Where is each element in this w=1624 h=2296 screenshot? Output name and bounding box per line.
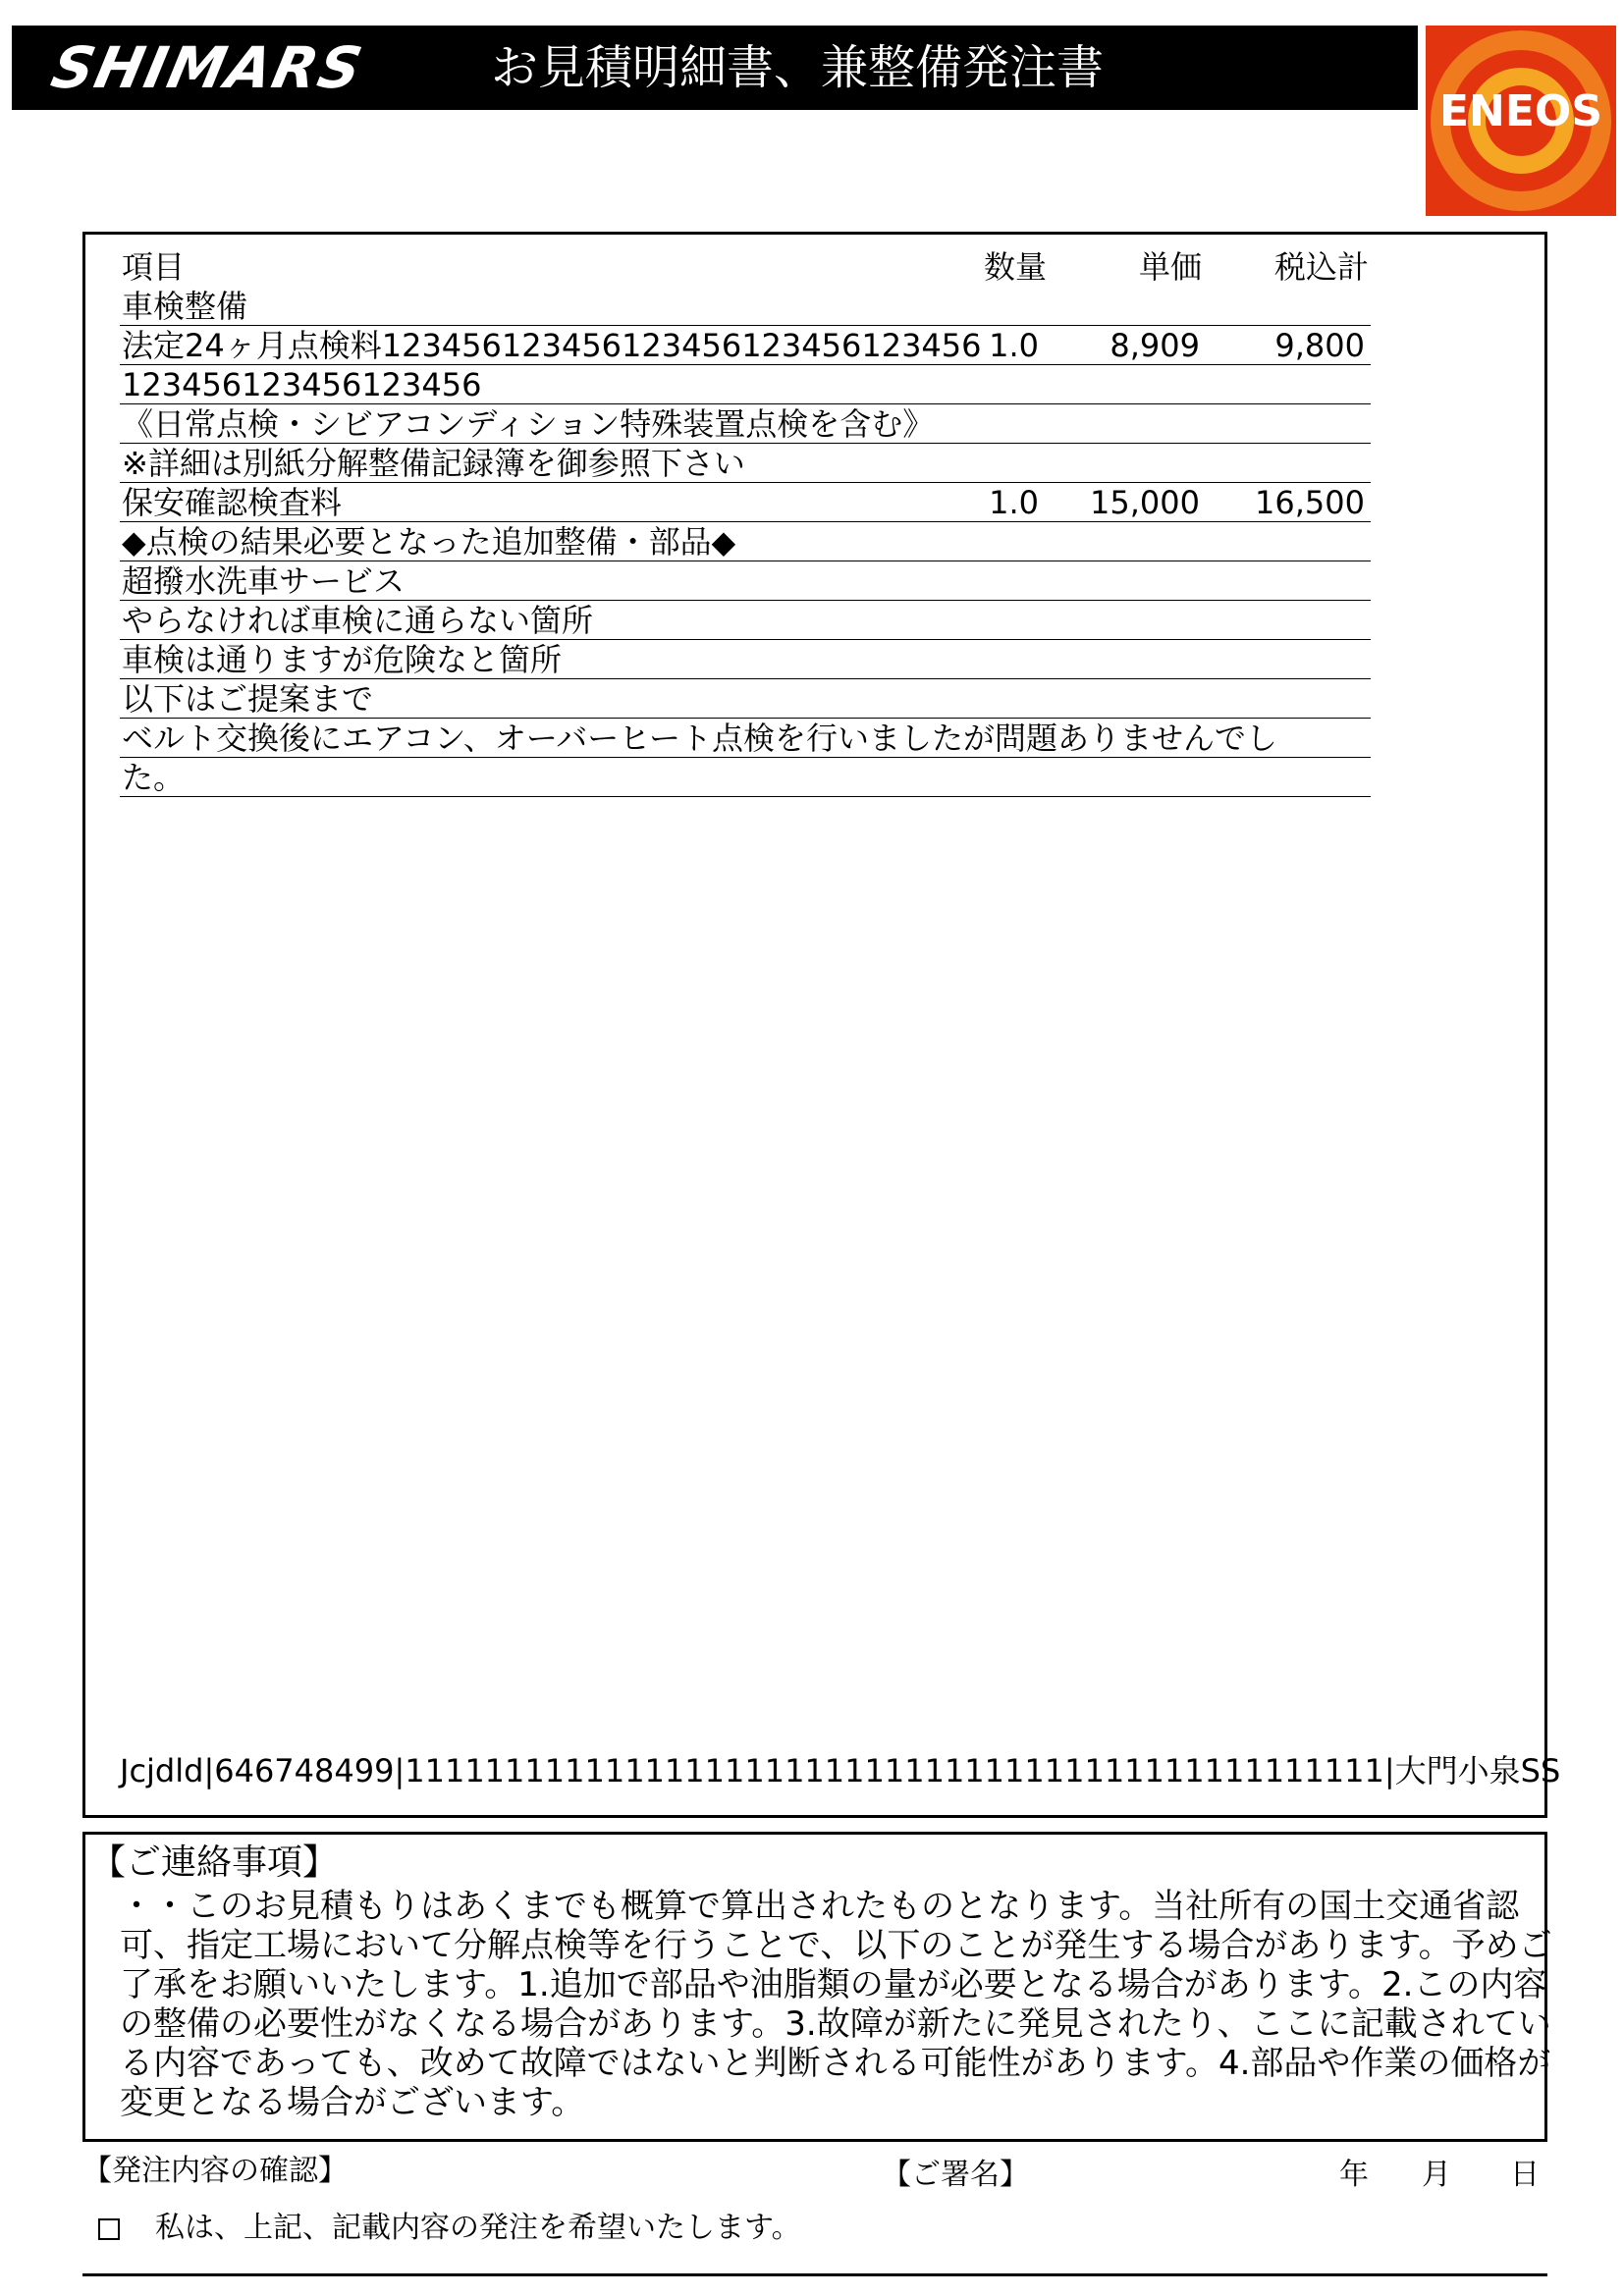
row-item: 保安確認検査料	[122, 484, 343, 521]
row-item: 《日常点検・シビアコンディション特殊装置点検を含む》	[122, 405, 935, 443]
eneos-logo	[1426, 26, 1616, 216]
notes-line: の整備の必要性がなくなる場合があります。3.故障が新たに発見されたり、ここに記載されてい	[120, 2004, 1551, 2044]
table-row	[120, 444, 1371, 483]
header-item: 項目	[122, 248, 186, 286]
table-row	[120, 719, 1371, 758]
row-price: 15,000	[1090, 484, 1200, 521]
table-row	[120, 326, 1371, 365]
notes-heading: 【ご連絡事項】	[90, 1842, 339, 1883]
notes-line: る内容であっても、改めて故障ではないと判断される可能性があります。4.部品や作業の価格が	[120, 2044, 1551, 2083]
row-item: 車検整備	[122, 288, 248, 325]
table-row	[120, 404, 1371, 444]
table-header-row	[120, 247, 1371, 287]
table-row	[120, 561, 1371, 601]
header-qty: 数量	[983, 248, 1047, 286]
row-total: 9,800	[1274, 327, 1365, 364]
signature-label: 【ご署名】	[882, 2158, 1029, 2192]
header-total: 税込計	[1273, 248, 1369, 286]
table-row	[120, 287, 1371, 326]
notes-body	[120, 1887, 1553, 2122]
row-price: 8,909	[1110, 327, 1200, 364]
date-month-label: 月	[1422, 2158, 1451, 2192]
document-title: お見積明細書、兼整備発注書	[491, 40, 1105, 95]
table-row	[120, 679, 1371, 719]
notes-line: 変更となる場合がございます。	[120, 2083, 585, 2122]
table-row	[120, 601, 1371, 640]
row-qty: 1.0	[989, 484, 1039, 521]
agree-checkbox[interactable]	[98, 2218, 120, 2240]
table-row	[120, 640, 1371, 679]
notes-line: 了承をお願いいたします。1.追加で部品や油脂類の量が必要となる場合があります。2.この内容	[120, 1965, 1547, 2004]
header-price: 単価	[1138, 248, 1202, 286]
row-item: 以下はご提案まで	[122, 680, 374, 718]
brand-logo: SHIMARS	[45, 34, 370, 101]
agree-text: 私は、上記、記載内容の発注を希望いたします。	[155, 2211, 801, 2245]
row-item: ベルト交換後にエアコン、オーバーヒート点検を行いましたが問題ありませんでし	[122, 720, 1277, 757]
row-item: 超撥水洗車サービス	[122, 562, 406, 600]
header-bar	[12, 26, 1418, 110]
table-row	[120, 758, 1371, 797]
row-item: た。	[122, 759, 186, 796]
row-total: 16,500	[1255, 484, 1365, 521]
footer-code: Jcjdld|646748499|1111111111111111111111111111111111111111111111111|大門小泉SS	[120, 1752, 1561, 1789]
confirm-label: 【発注内容の確認】	[82, 2154, 348, 2188]
items-table	[120, 247, 1371, 797]
date-year-label: 年	[1339, 2158, 1369, 2192]
row-qty: 1.0	[989, 327, 1039, 364]
table-row	[120, 365, 1371, 404]
row-item: 車検は通りますが危険なと箇所	[122, 641, 563, 678]
row-item: ◆点検の結果必要となった追加整備・部品◆	[122, 523, 736, 561]
table-row	[120, 522, 1371, 561]
row-item: 123456123456123456	[122, 366, 482, 403]
row-item: ※詳細は別紙分解整備記録簿を御参照下さい	[122, 445, 745, 482]
signature-line	[82, 2273, 1547, 2276]
table-row	[120, 483, 1371, 522]
eneos-logo-text: ENEOS	[1438, 86, 1603, 136]
notes-line: 可、指定工場において分解点検等を行うことで、以下のことが発生する場合があります。予めご	[120, 1926, 1552, 1965]
date-day-label: 日	[1510, 2158, 1540, 2192]
row-item: 法定24ヶ月点検料123456123456123456123456123456	[122, 327, 982, 364]
notes-line: ・・このお見積もりはあくまでも概算で算出されたものとなります。当社所有の国土交通省認	[120, 1887, 1520, 1926]
row-item: やらなければ車検に通らない箇所	[122, 602, 594, 639]
